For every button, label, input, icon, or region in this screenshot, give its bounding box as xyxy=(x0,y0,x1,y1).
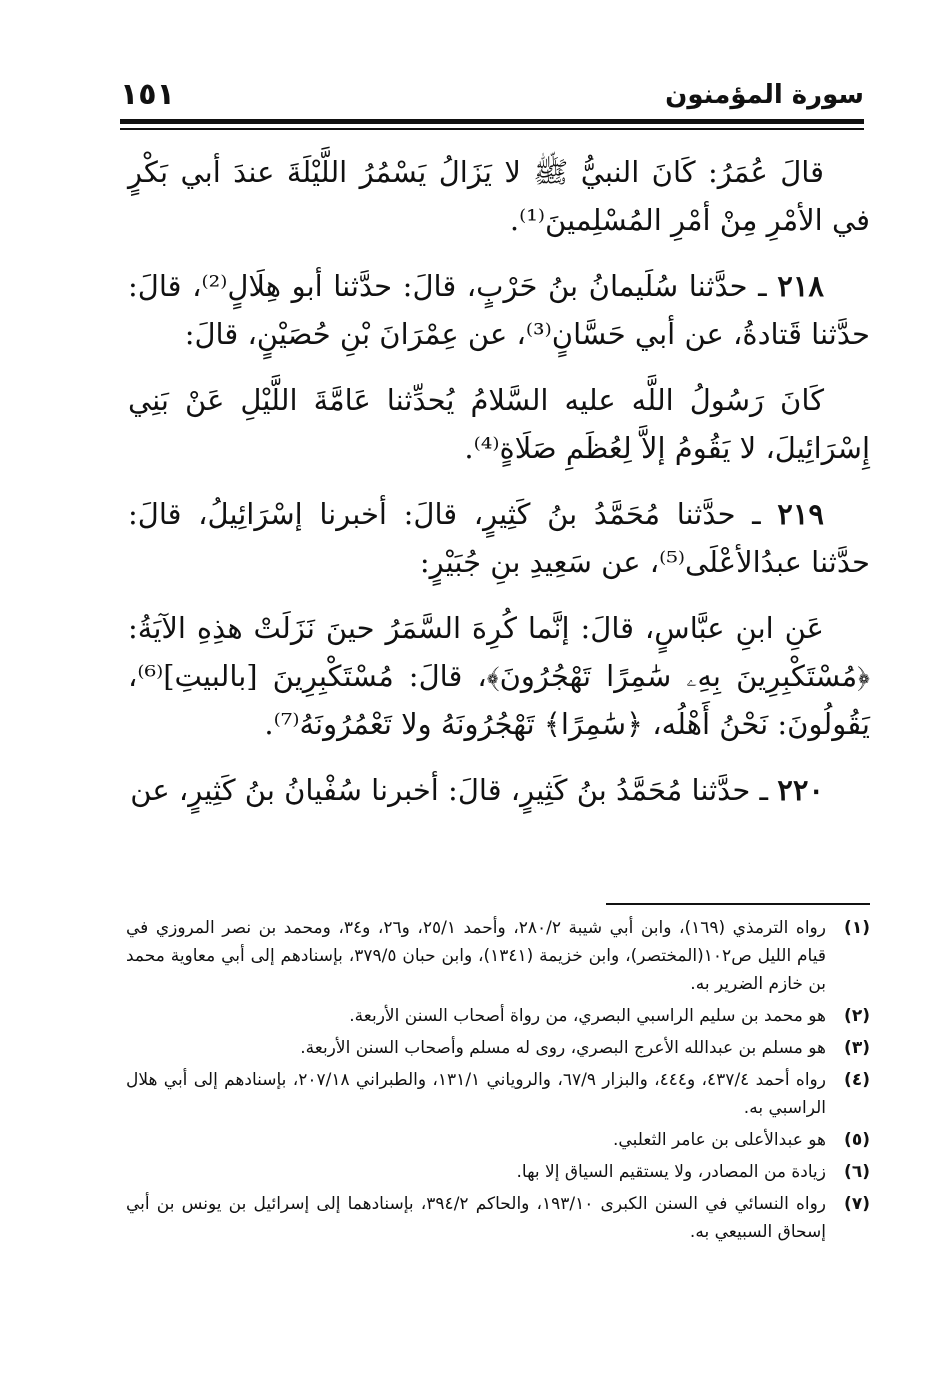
footnote-number: (٥) xyxy=(844,1130,870,1150)
hadith-chain: ـ حدَّثنا مُحَمَّدُ بنُ كَثِيرٍ، قالَ: أخبرنا إسْرَائِيلُ، قالَ: حدَّثنا عبدُالأعْلَى⁽⁵⁾، عن سَعِيدِ بنِ جُبَيْرٍ: xyxy=(128,497,870,579)
hadith-number: ٢١٨ xyxy=(777,269,824,303)
paragraph-gap xyxy=(128,472,870,490)
footnote-rule xyxy=(606,903,870,905)
footnote-number: (١) xyxy=(844,918,870,938)
hadith-218 xyxy=(128,262,870,358)
footnotes xyxy=(126,914,870,1250)
footnote-text: هو عبدالأعلى بن عامر الثعلبي. xyxy=(613,1130,826,1150)
footnote-number: (٣) xyxy=(844,1038,870,1058)
main-text xyxy=(128,148,870,814)
quote-prophet: كَانَ رَسُولُ اللَّه عليه السَّلامُ يُحدِّثنا عَامَّةَ اللَّيْلِ عَنْ بَنِي إِسْرَائِيلَ، لا يَقُومُ إلاَّ لِعُظَمِ صَلَاةٍ⁽⁴⁾. xyxy=(128,383,870,465)
footnote-number: (٢) xyxy=(844,1006,870,1026)
quote-umar: قالَ عُمَرُ: كَانَ النبيُّ ﷺ لا يَزَالُ يَسْمُرُ اللَّيْلَةَ عندَ أبي بَكْرٍ في الأمْرِ مِنْ أمْرِ المُسْلِمينَ⁽¹⁾. xyxy=(128,155,870,237)
hadith-220 xyxy=(128,766,870,814)
paragraph-gap xyxy=(128,358,870,376)
quote-ibn-abbas: عَنِ ابنِ عبَّاسٍ، قالَ: إنَّما كُرِهَ السَّمَرُ حينَ نَزَلَتْ هذِهِ الآيَةُ: ﴿مُسْتَكْبِرِينَ بِهِۦ سَٰمِرًا تَهْجُرُونَ﴾، قالَ: مُسْتَكْبِرِينَ [بالبيتِ]⁽⁶⁾، يَقُولُونَ: نَحْنُ أَهْلُه، ﴿سَٰمِرًا﴾ تَهْجُرُونَهُ ولا تَعْمُرُونَهُ⁽⁷⁾. xyxy=(128,611,870,741)
hadith-number: ٢٢٠ xyxy=(777,773,824,807)
footnote-number: (٤) xyxy=(844,1070,870,1090)
footnote-number: (٧) xyxy=(844,1194,870,1214)
paragraph-gap xyxy=(128,586,870,604)
footnote-text: رواه أحمد ٤٣٧/٤، و٤٤٤، والبزار ٦٧/٩، والروياني ١٣١/١، والطبراني ٢٠٧/١٨، بإسنادهم إلى أبي هلال الراسبي به. xyxy=(126,1070,826,1118)
footnote-4 xyxy=(126,1066,870,1122)
footnote-text: رواه النسائي في السنن الكبرى ١٩٣/١٠، والحاكم ٣٩٤/٢، بإسنادهما إلى إسرائيل بن يونس بن أبي إسحاق السبيعي به. xyxy=(126,1194,827,1242)
footnote-1 xyxy=(126,914,870,998)
page-number: ١٥١ xyxy=(120,77,175,112)
paragraph-gap xyxy=(128,244,870,262)
footnote-6 xyxy=(126,1158,870,1186)
footnote-7 xyxy=(126,1190,870,1246)
paragraph-gap xyxy=(128,748,870,766)
hadith-number: ٢١٩ xyxy=(777,497,824,531)
header-rule-thin xyxy=(120,128,864,130)
footnote-5 xyxy=(126,1126,870,1154)
surah-title: سورة المؤمنون xyxy=(665,80,864,110)
page-header xyxy=(120,76,864,112)
footnote-3 xyxy=(126,1034,870,1062)
hadith-219 xyxy=(128,490,870,586)
footnote-text: هو محمد بن سليم الراسبي البصري، من رواة أصحاب السنن الأربعة. xyxy=(349,1006,826,1026)
footnote-text: زيادة من المصادر، ولا يستقيم السياق إلا بها. xyxy=(516,1162,826,1182)
hadith-chain: ـ حدَّثنا مُحَمَّدُ بنُ كَثِيرٍ، قالَ: أخبرنا سُفْيانُ بنُ كَثِيرٍ، عن xyxy=(130,773,778,807)
hadith-chain: ـ حدَّثنا سُلَيمانُ بنُ حَرْبٍ، قالَ: حدَّثنا أبو هِلَالٍ⁽²⁾، قالَ: حدَّثنا قَتادةُ، عن أبي حَسَّانٍ⁽³⁾، عن عِمْرَانَ بْنِ حُصَيْنٍ، قالَ: xyxy=(128,269,870,351)
footnote-2 xyxy=(126,1002,870,1030)
header-rule-thick xyxy=(120,119,864,124)
footnote-number: (٦) xyxy=(844,1162,870,1182)
footnote-text: هو مسلم بن عبدالله الأعرج البصري، روى له مسلم وأصحاب السنن الأربعة. xyxy=(300,1038,826,1058)
footnote-text: رواه الترمذي (١٦٩)، وابن أبي شيبة ٢٨٠/٢، وأحمد ٢٥/١، و٢٦، و٣٤، ومحمد بن نصر المروزي في قيام الليل ص١٠٢(المختصر)، وابن خزيمة (١٣٤١)، وابن حبان ٣٧٩/٥، بإسنادهم إلى أبي معاوية محمد بن خازم الضرير به. xyxy=(126,918,826,994)
